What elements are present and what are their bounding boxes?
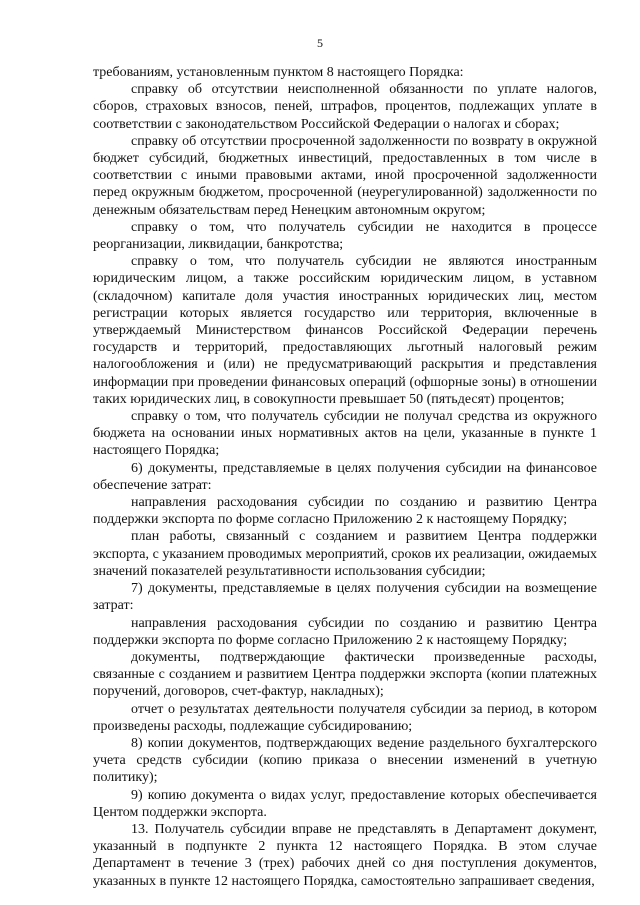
paragraph: направления расходования субсидии по созданию и развитию Центра поддержки экспорта по форме согласно Приложению 2 к настоящему Порядку; bbox=[93, 495, 597, 528]
paragraph: 9) копию документа о видах услуг, предоставление которых обеспечивается Центом поддержки экспорта. bbox=[93, 787, 597, 820]
paragraph: справку о том, что получатель субсидии не являются иностранным юридическим лицом, а также российским юридическим лицом, в уставном (складочном) капитале доля участия иностранных юридических лиц, местом регистрации которых является государство или территория, включенные в утверждаемый Министерством финансов Российской Федерации перечень государств и территорий, предоставляющих льготный налоговый режим налогообложения и (или) не предусматривающий раскрытия и представления информации при проведении финансовых операций (офшорные зоны) в отношении таких юридических лиц, в совокупности превышает 50 (пятьдесят) процентов; bbox=[93, 254, 597, 407]
paragraph: план работы, связанный с созданием и развитием Центра поддержки экспорта, с указанием проводимых мероприятий, сроков их реализации, ожидаемых значений показателей результативности использования субсидии; bbox=[93, 529, 597, 579]
paragraph: справку об отсутствии неисполненной обязанности по уплате налогов, сборов, страховых взносов, пеней, штрафов, процентов, подлежащих уплате в соответствии с законодательством Российской Федерации о налогах и сборах; bbox=[93, 82, 597, 132]
paragraph: 6) документы, представляемые в целях получения субсидии на финансовое обеспечение затрат: bbox=[93, 460, 597, 493]
paragraph: 8) копии документов, подтверждающих ведение раздельного бухгалтерского учета средств субсидии (копию приказа о внесении изменений в учетную политику); bbox=[93, 735, 597, 786]
document-body bbox=[93, 64, 597, 890]
paragraph: отчет о результатах деятельности получателя субсидии за период, в котором произведены расходы, подлежащие субсидированию; bbox=[93, 701, 597, 734]
paragraph: 7) документы, представляемые в целях получения субсидии на возмещение затрат: bbox=[93, 581, 597, 614]
paragraph: справку о том, что получатель субсидии не находится в процессе реорганизации, ликвидации, банкротства; bbox=[93, 219, 597, 253]
page-number: 5 bbox=[317, 36, 323, 50]
paragraph: требованиям, установленным пунктом 8 настоящего Порядка: bbox=[93, 65, 464, 80]
paragraph: направления расходования субсидии по созданию и развитию Центра поддержки экспорта по форме согласно Приложению 2 к настоящему Порядку; bbox=[93, 615, 597, 648]
paragraph: 13. Получатель субсидии вправе не представлять в Департамент документ, указанный в подпункте 2 пункта 12 настоящего Порядка. В этом случае Департамент в течение 3 (трех) рабочих дней со дня поступления документов, указанных в пункте 12 настоящего Порядка, самостоятельно запрашивает сведения, bbox=[93, 821, 597, 889]
paragraph: документы, подтверждающие фактически произведенные расходы, связанные с созданием и развитием Центра поддержки экспорта (копии платежных поручений, договоров, счет-фактур, накладных); bbox=[93, 649, 597, 700]
paragraph: справку об отсутствии просроченной задолженности по возврату в окружной бюджет субсидий, бюджетных инвестиций, предоставленных в том числе в соответствии с иными правовыми актами, иной просроченной задолженности перед окружным бюджетом, просроченной (неурегулированной) задолженности по денежным обязательствам перед Ненецким автономным округом; bbox=[93, 133, 597, 218]
paragraph: справку о том, что получатель субсидии не получал средства из окружного бюджета на основании иных нормативных актов на цели, указанные в пункте 1 настоящего Порядка; bbox=[93, 409, 597, 459]
